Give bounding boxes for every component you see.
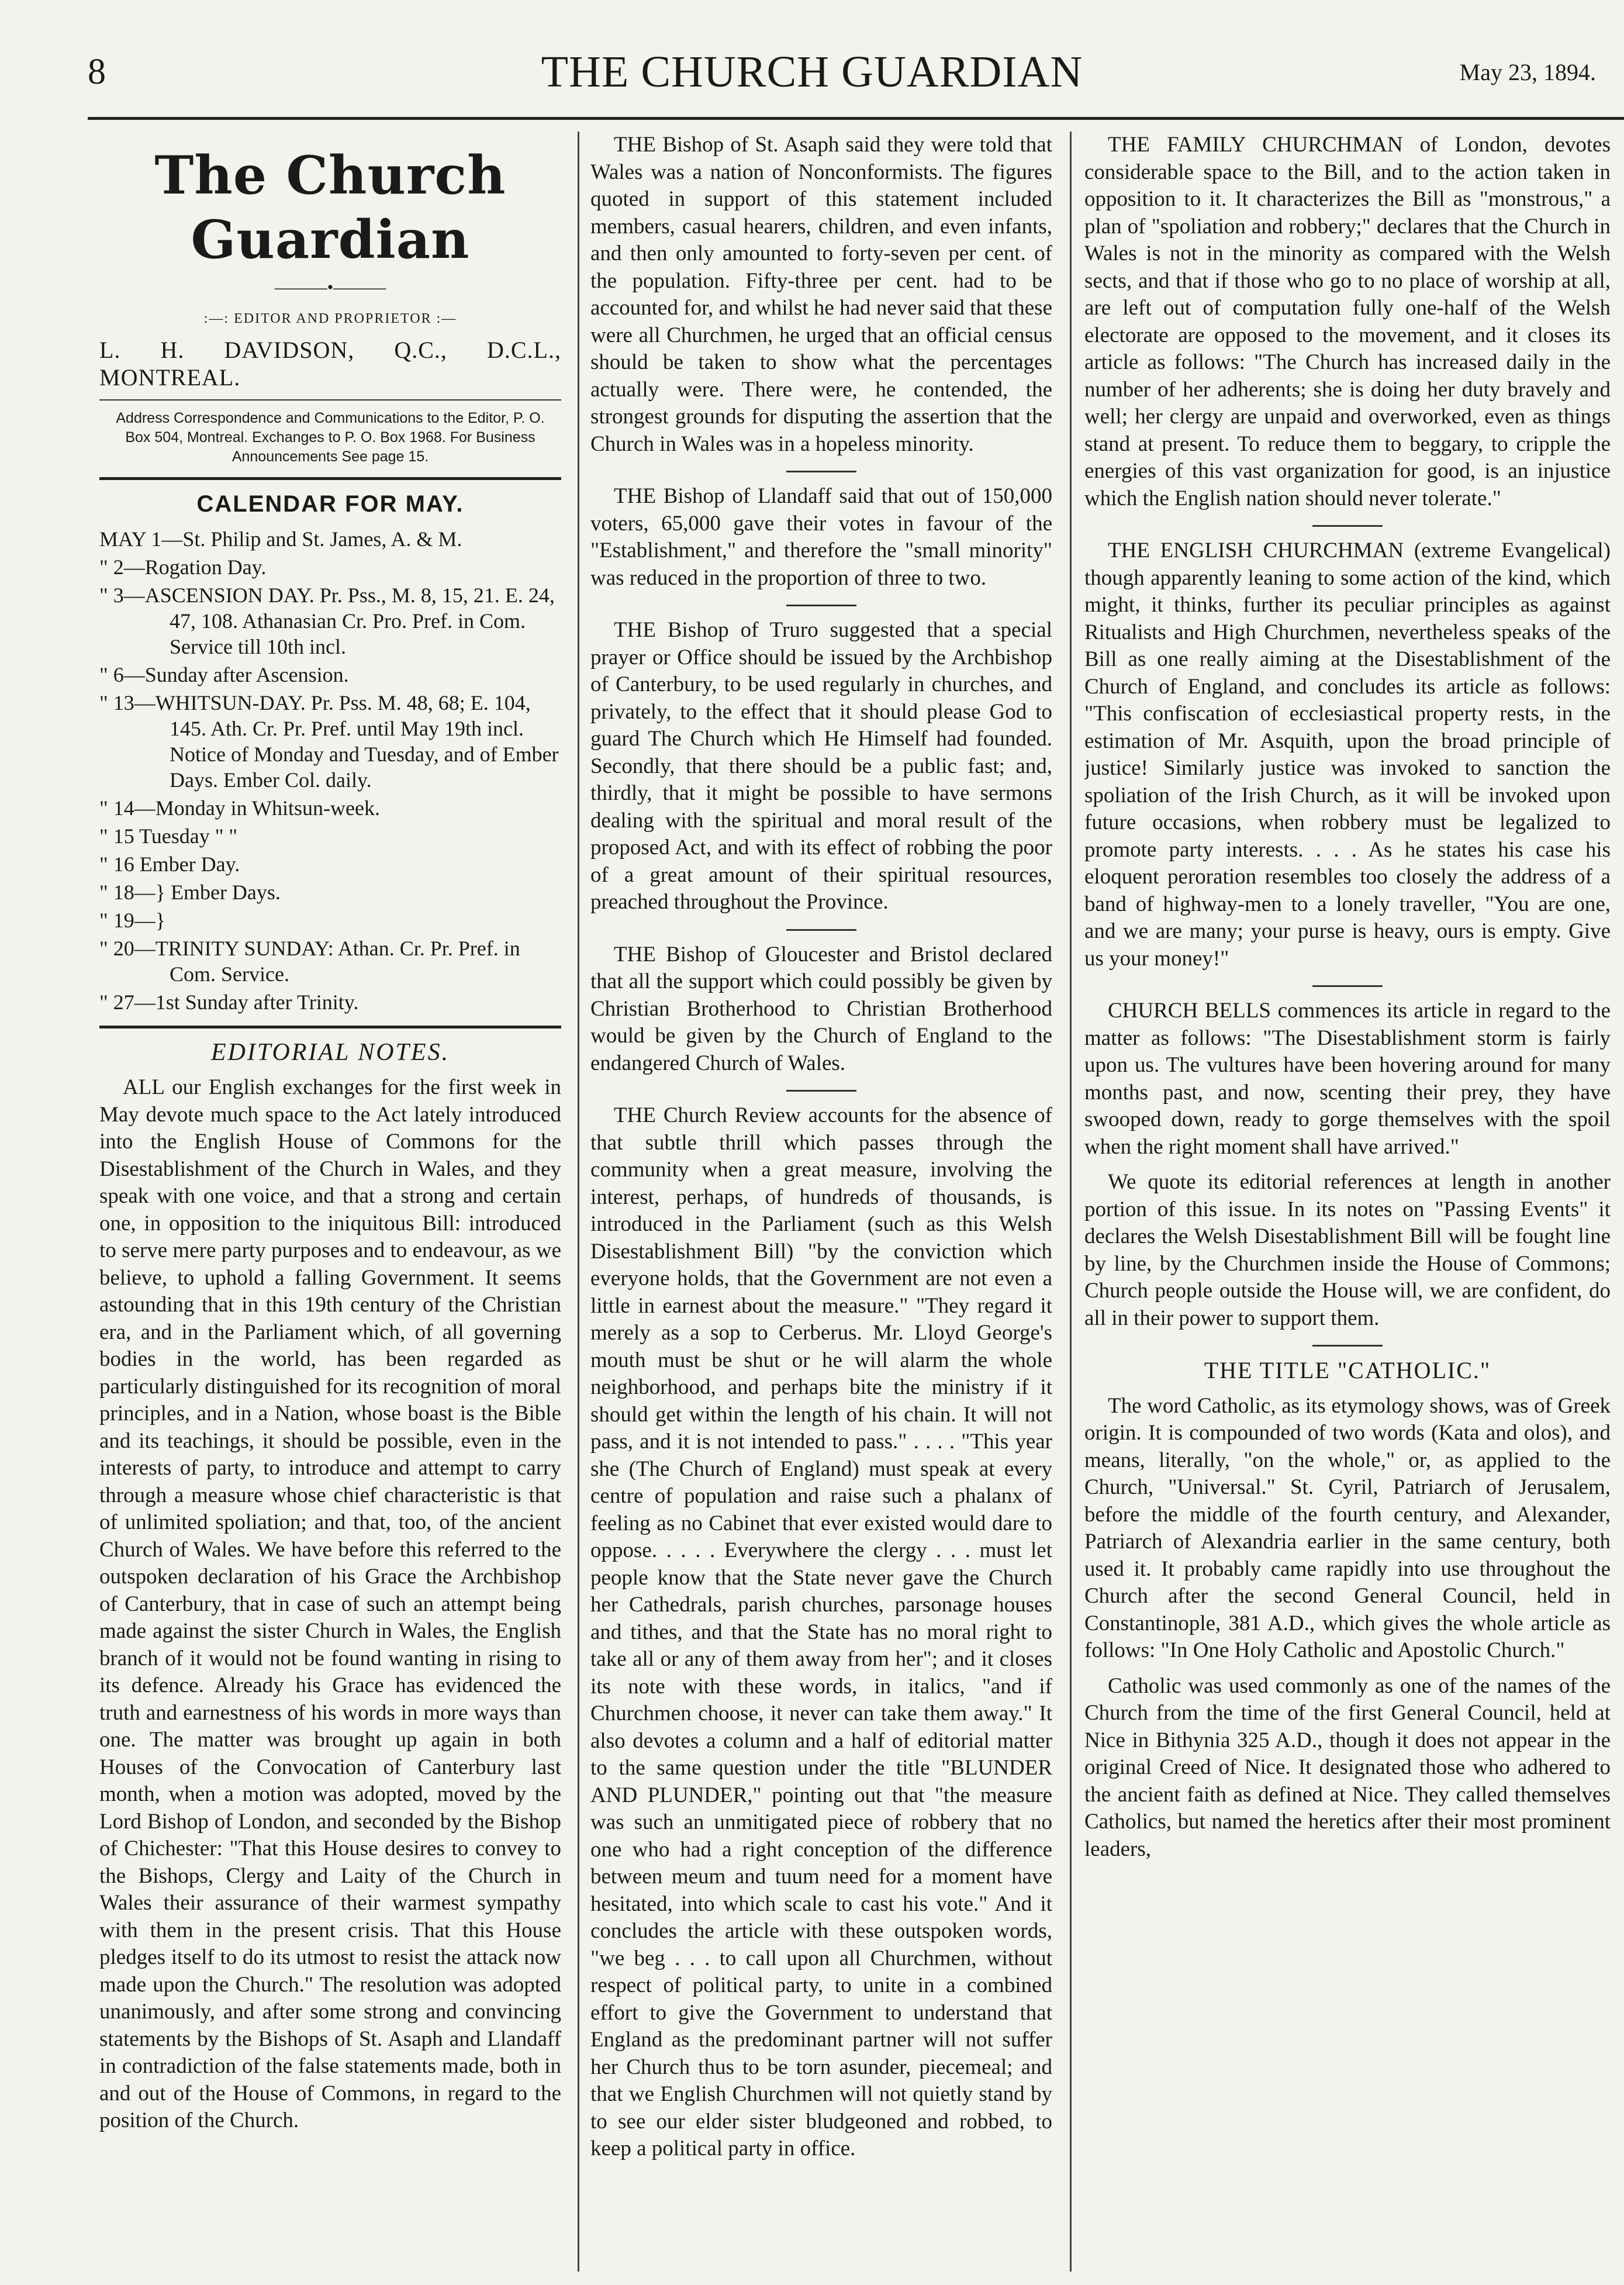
calendar-entry: " 13—WHITSUN-DAY. Pr. Pss. M. 48, 68; E. 104, 145. Ath. Cr. Pr. Pref. until May 19th incl. Notice of Monday and Tuesday, and of Ember Days. Ember Col. daily. xyxy=(99,691,559,792)
divider xyxy=(99,477,561,480)
address-notice: Address Correspondence and Communications to the Editor, P. O. Box 504, Montreal. Exchanges to P. O. Box 1968. For Business Announcements See page 15. xyxy=(116,410,545,465)
catholic-title: THE TITLE "CATHOLIC." xyxy=(1204,1357,1491,1383)
editor-name: L. H. DAVIDSON, Q.C., D.C.L., MONTREAL. xyxy=(99,337,561,391)
calendar-entry: " 19—} xyxy=(99,908,165,932)
calendar-entry: MAY 1—St. Philip and St. James, A. & M. xyxy=(99,527,462,551)
calendar-entry: " 18—} Ember Days. xyxy=(99,880,281,904)
article-paragraph: CHURCH BELLS commences its article in regard to the matter as follows: "The Disestablishment storm is fairly upon us. The vultures have been hovering around for many months past, and now, scenting their prey, they have swooped down, ready to gorge themselves with the spoil when the right moment shall have arrived." xyxy=(1084,999,1611,1159)
divider xyxy=(99,399,561,401)
editorial-title: EDITORIAL NOTES. xyxy=(210,1038,450,1066)
masthead-title: The Church Guardian xyxy=(154,144,506,271)
editor-label: :—: EDITOR AND PROPRIETOR :— xyxy=(203,310,457,326)
separator xyxy=(786,605,856,606)
column-1 xyxy=(99,132,561,2272)
article-paragraph: THE ENGLISH CHURCHMAN (extreme Evangelical) though apparently leaning to some action of the kind, which might, it thinks, further its peculiar principles as against Ritualists and High Churchmen, nevertheless speaks of the Bill as one really aiming at the Disestablishment of the Church of England, and concludes its article as follows: "This confiscation of ecclesiastical property rests, in the estimation of Mr. Asquith, upon the broad principle of justice! Similarly justice was invoked to sanction the spoliation of the Irish Church, as it will be invoked upon future occasions, when robbery must be legalized to promote party interests. . . . As he states his case his eloquent peroration resembles too closely the address of a band of highway-men to a lonely traveller, "You are one, and we are many; your purse is heavy, ours is empty. Give us your money!" xyxy=(1084,539,1611,971)
calendar-entry: " 3—ASCENSION DAY. Pr. Pss., M. 8, 15, 21. E. 24, 47, 108. Athanasian Cr. Pro. Pref. in Com. Service till 10th incl. xyxy=(99,583,555,658)
article-paragraph: THE Bishop of Gloucester and Bristol declared that all the support which could possibly be given by Christian Brotherhood to Christian Brotherhood would be given by the Church of England to the endangered Church of Wales. xyxy=(590,942,1052,1075)
separator xyxy=(1312,985,1383,987)
article-paragraph: THE Bishop of Truro suggested that a special prayer or Office should be issued by the Archbishop of Canterbury, to be used regularly in churches, and privately, to the effect that it should please God to guard The Church which He Himself had founded. Secondly, that there should be a public fast; and, thirdly, that it might be possible to have sermons dealing with the spiritual and moral result of the proposed Act, and with its effect of robbing the poor of a great amount of their spiritual resources, preached throughout the Province. xyxy=(590,618,1052,914)
page-number: 8 xyxy=(88,52,106,92)
article-paragraph: THE Church Review accounts for the absence of that subtle thrill which passes through the community when a great measure, involving the interest, perhaps, of hundreds of thousands, is introduced in the Parliament (such as this Welsh Disestablishment Bill) "by the conviction which everyone holds, that the Government are not even a little in earnest about the measure." "They regard it merely as a sop to Cerberus. Mr. Lloyd George's mouth must be shut or he will alarm the whole neighborhood, and perhaps bite the ministry if it should get within the length of his chain. It will not pass, and it is not intended to pass." . . . . "This year she (The Church of England) must speak at every centre of population and raise such a phalanx of feeling as no Cabinet that ever existed would dare to oppose. . . . . Everywhere the clergy . . . must let people know that the State never gave the Church her Cathedrals, parish churches, parsonage houses and tithes, and that the State has no moral right to take all or any of them away from her"; and it closes its note with these words, in italics, "and if Churchmen choose, it never can take them away." It also devotes a column and a half of editorial matter to the same question under the title "BLUNDER AND PLUNDER," pointing out that "the measure was such an unmitigated piece of robbery that no one who had a right conception of the difference between meum and tuum need for a moment have hesitated, into which scale to cast his vote." And it concludes the article with these outspoken words, "we beg . . . to call upon all Churchmen, without respect of political party, to unite in a combined effort to give the Government to understand that England as the predominant partner will not suffer her Church thus to be torn asunder, piecemeal; and that we English Churchmen will not quietly stand by to see our elder sister bludgeoned and robbed, to keep a political party in office. xyxy=(590,1103,1052,2160)
article-paragraph: We quote its editorial references at length in another portion of this issue. In its notes on "Passing Events" it declares the Welsh Disestablishment Bill will be fought line by line, by the Churchmen inside the House of Commons; Church people outside the House will, we are confident, do all in their power to support them. xyxy=(1084,1170,1611,1330)
article-paragraph: THE Bishop of Llandaff said that out of 150,000 voters, 65,000 gave their votes in favour of the "Establishment," and therefore the "small minority" was reduced in the proportion of three to two. xyxy=(590,484,1052,590)
divider xyxy=(99,1026,561,1028)
column-3 xyxy=(1084,132,1611,2272)
calendar-entry: " 27—1st Sunday after Trinity. xyxy=(99,990,359,1014)
header-rule xyxy=(88,117,1624,120)
column-rule xyxy=(1070,132,1072,2272)
calendar-entry: " 16 Ember Day. xyxy=(99,852,240,876)
separator xyxy=(1312,1345,1383,1347)
column-2 xyxy=(590,132,1052,2272)
separator xyxy=(786,929,856,931)
editorial-paragraph: ALL our English exchanges for the first week in May devote much space to the Act lately introduced into the English House of Commons for the Disestablishment of the Church in Wales, and they speak with one voice, and that a strong and certain one, in opposition to the iniquitous Bill: introduced to serve mere party purposes and to endeavour, as we believe, to uphold a falling Government. It seems astounding that in this 19th century of the Christian era, and in the Parliament which, of all governing bodies in the world, has been regarded as particularly distinguished for its recognition of moral principles, and in a Nation, whose boast is the Bible and its teachings, it should be possible, even in the interests of party, to introduce and attempt to carry through a measure whose chief characteristic is that of unlimited spoliation; and that, too, of the ancient Church of Wales. We have before this referred to the outspoken declaration of his Grace the Archbishop of Canterbury, that in case of such an attempt being made against the sister Church in Wales, the English branch of it would not be found wanting in rising to its defence. Already his Grace has evidenced the truth and earnestness of his words in more ways than one. The matter was brought up again in both Houses of the Convocation of Canterbury last month, when a motion was adopted, moved by the Lord Bishop of London, and seconded by the Bishop of Chichester: "That this House desires to convey to the Bishops, Clergy and Laity of the Church in Wales their assurance of their warmest sympathy with them in the present crisis. That this House pledges itself to do its utmost to resist the attack now made upon the Church." The resolution was adopted unanimously, and after some strong and convincing statements by the Bishops of St. Asaph and Llandaff in contradiction of the false statements made, both in and out of the House of Commons, in regard to the position of the Church. xyxy=(99,1075,561,2132)
calendar-entry: " 2—Rogation Day. xyxy=(99,555,267,579)
calendar-entry: " 14—Monday in Whitsun-week. xyxy=(99,796,380,820)
calendar-entry: " 15 Tuesday " " xyxy=(99,824,238,848)
article-paragraph: Catholic was used commonly as one of the names of the Church from the time of the first General Council, held at Nice in Bithynia 325 A.D., though it does not appear in the original Creed of Nice. It designated those who adhered to the ancient faith as defined at Nice. They called themselves Catholics, but named the heretics after their most prominent leaders, xyxy=(1084,1673,1611,1861)
separator xyxy=(786,471,856,472)
calendar-entry: " 6—Sunday after Ascension. xyxy=(99,662,349,686)
article-paragraph: THE FAMILY CHURCHMAN of London, devotes considerable space to the Bill, and to the action taken in opposition to it. It characterizes the Bill as "monstrous," a plan of "spoliation and robbery;" declares that the Church in Wales is not in the minority as compared with the Welsh sects, and that if those who go to no place of worship at all, are left out of computation fully one-half of the Welsh electorate are opposed to the movement, and it closes its article as follows: "The Church has increased daily in the number of her adherents; she is doing her duty bravely and well; her clergy are unpaid and overworked, even as things stand at present. To reduce them to beggary, to cripple the energies of this vast organization for good, is an injustice which the English nation should never tolerate." xyxy=(1084,133,1611,510)
newspaper-title: THE CHURCH GUARDIAN xyxy=(541,47,1083,96)
calendar-entry: " 20—TRINITY SUNDAY: Athan. Cr. Pr. Pref. in Com. Service. xyxy=(99,936,520,986)
article-paragraph: The word Catholic, as its etymology shows, was of Greek origin. It is compounded of two words (Kata and olos), and means, literally, "on the whole," or, as applied to the Church, "Universal." St. Cyril, Patriarch of Jerusalem, before the middle of the fourth century, and Alexander, Patriarch of Alexandria earlier in the same century, both used it. It probably came rapidly into use throughout the Church after the second General Council, held in Constantinople, 381 A.D., which gives the whole article as follows: "In One Holy Catholic and Apostolic Church." xyxy=(1084,1393,1611,1662)
separator xyxy=(786,1090,856,1092)
issue-date: May 23, 1894. xyxy=(1459,59,1596,85)
article-paragraph: THE Bishop of St. Asaph said they were told that Wales was a nation of Nonconformists. The figures quoted in support of this statement included members, casual hearers, children, and even infants, and then only amounted to forty-seven per cent. of the population. Fifty-three per cent. had to be accounted for, and whilst he had never said that these were all Churchmen, he urged that an official census should be taken to show what the percentages actually were. There were, he contended, the strongest grounds for disputing the assertion that the Church in Wales was in a hopeless minority. xyxy=(590,133,1052,456)
column-rule xyxy=(578,132,579,2272)
page-header xyxy=(0,0,1624,117)
separator xyxy=(1312,525,1383,527)
calendar-title: CALENDAR FOR MAY. xyxy=(196,491,464,517)
masthead-ornament: ———•——— xyxy=(274,278,386,297)
